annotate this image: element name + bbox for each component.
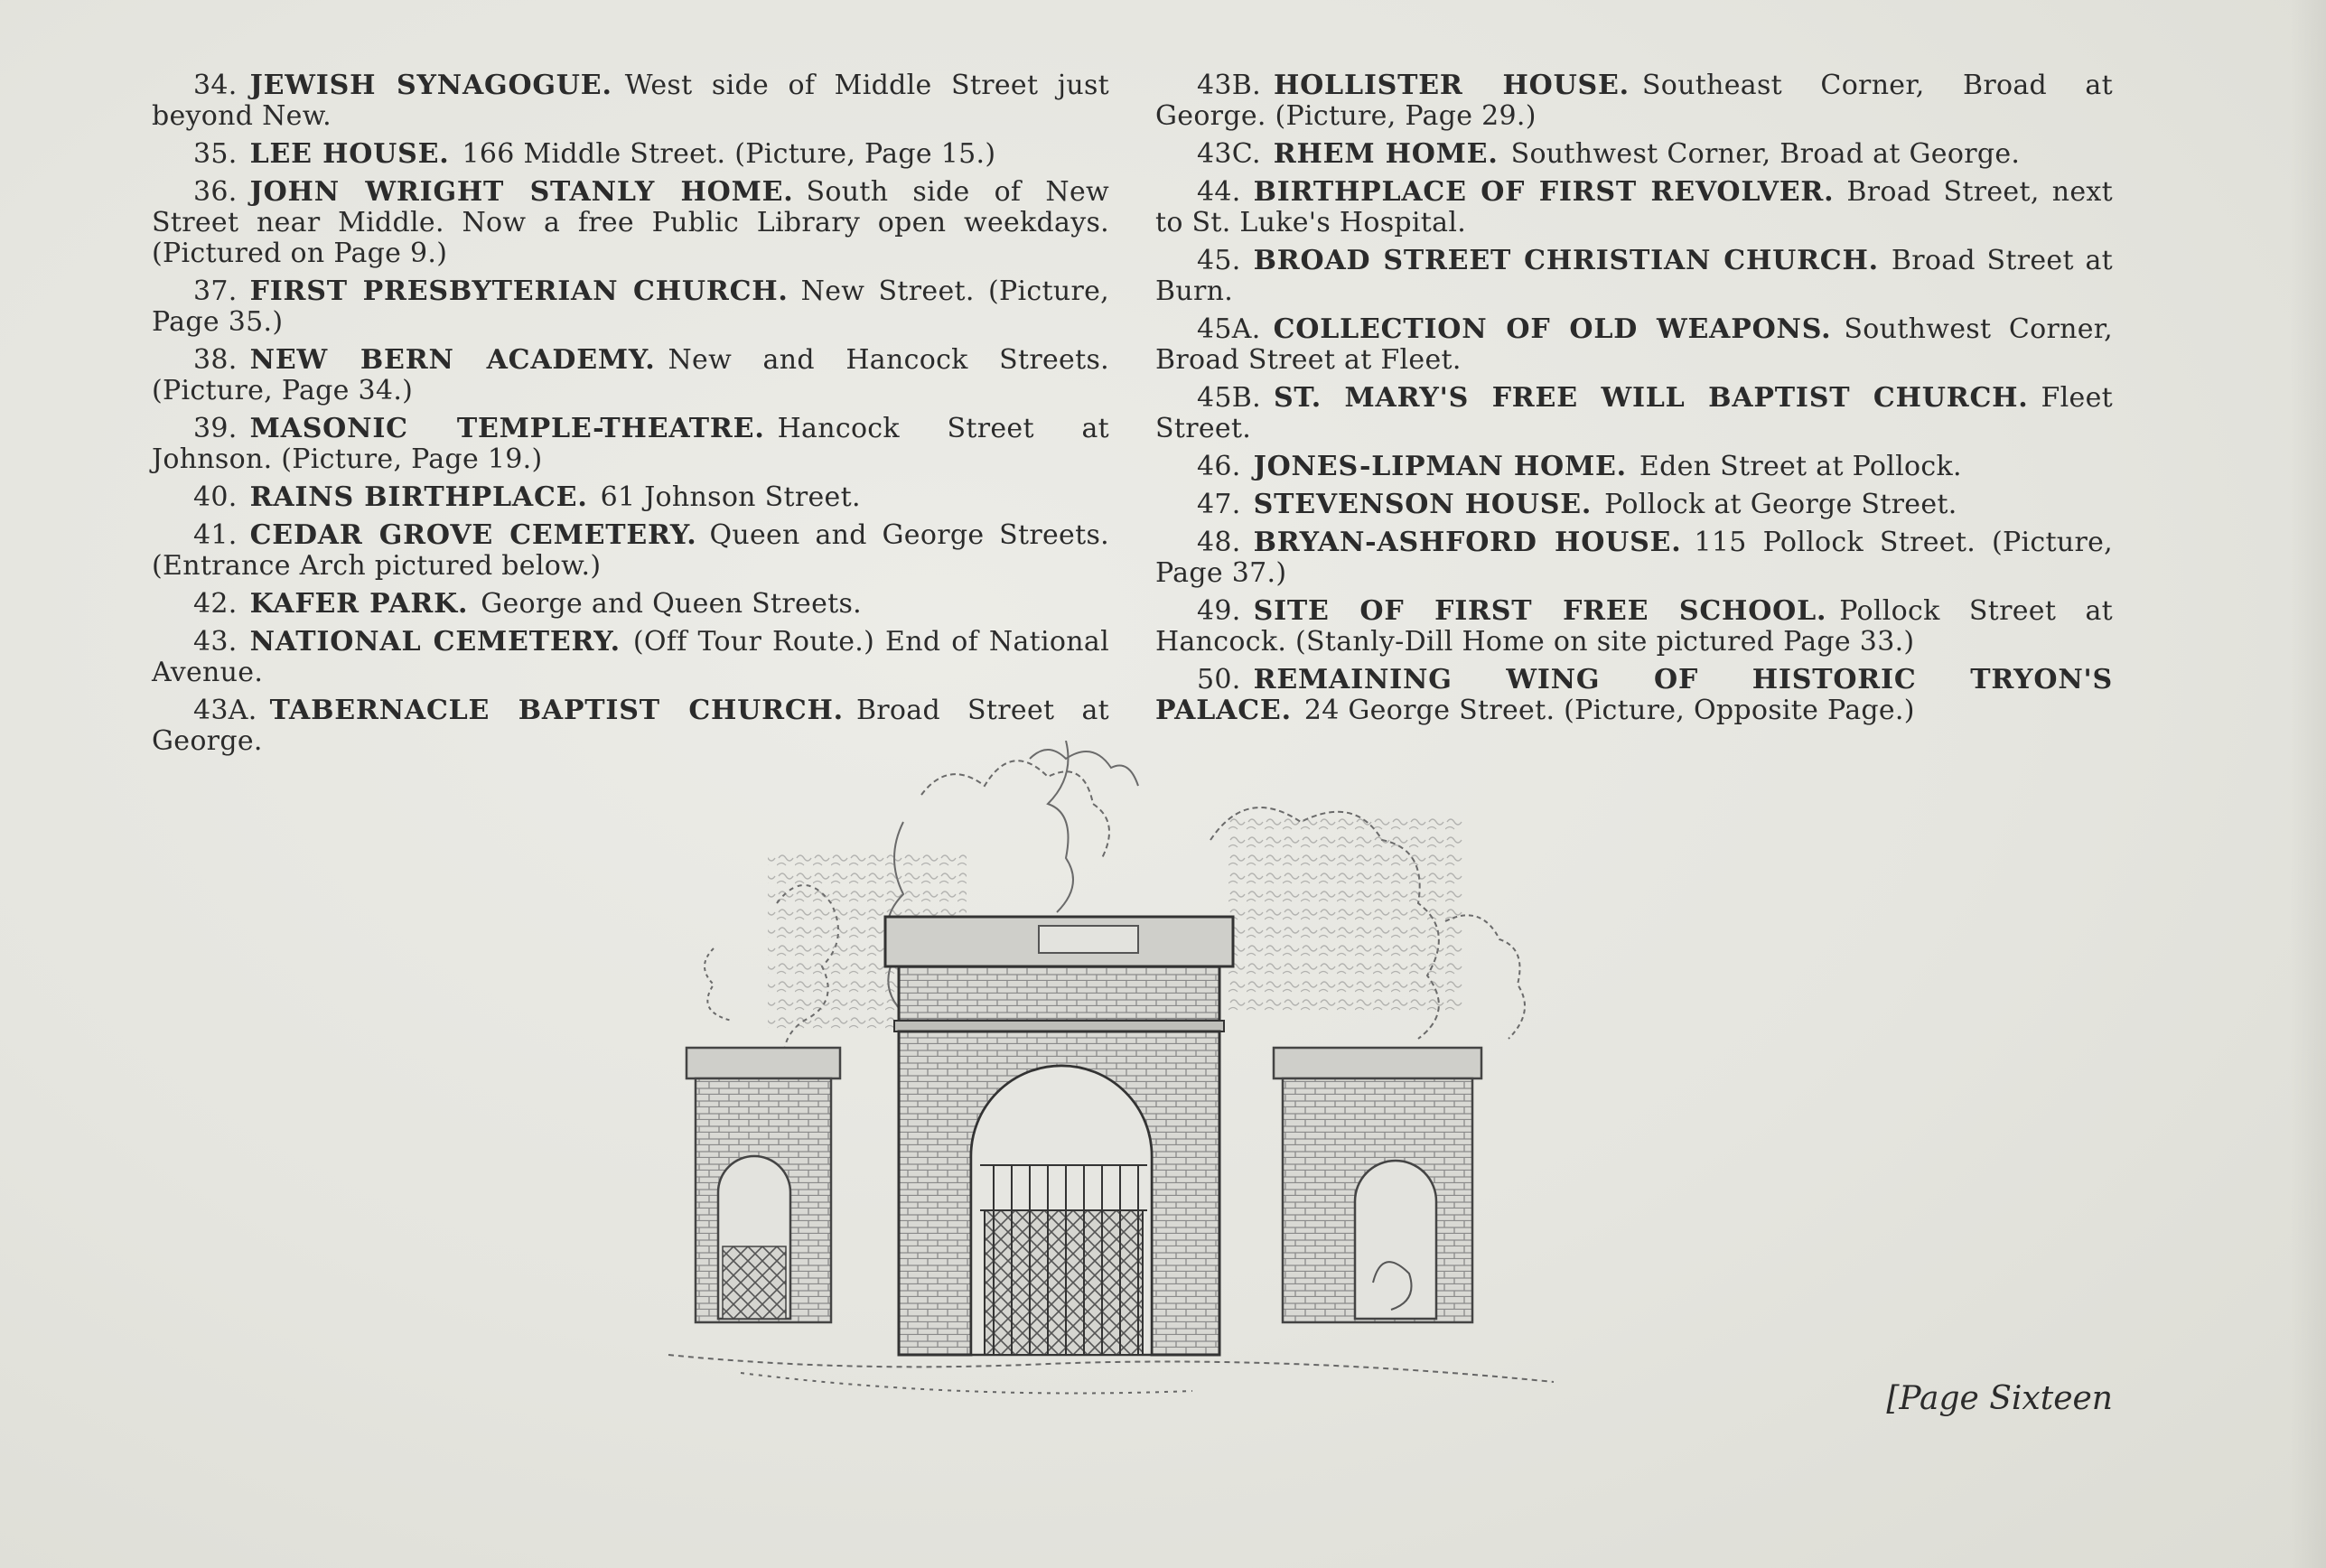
entry-number: 48. [1197,527,1241,558]
entry-description: Broad Street at George. [152,695,1109,757]
entry-name: BIRTHPLACE OF FIRST REVOLVER. [1253,176,1835,208]
entry-name: HOLLISTER HOUSE. [1273,70,1630,101]
page-number-label: [Page Sixteen [1886,1380,2113,1417]
entry-name: REMAINING WING OF HISTORIC TRYON'S PALACE. [1155,664,2113,726]
right-column [1155,70,2113,733]
entry-number: 43C. [1197,138,1261,170]
entry-description: Pollock at George Street. [1604,489,1957,520]
entry-name: CEDAR GROVE CEMETERY. [249,519,697,551]
list-item [152,276,1109,338]
entry-name: NATIONAL CEMETERY. [249,626,621,658]
list-item [152,177,1109,269]
entry-number: 49. [1197,595,1241,627]
entry-description: Eden Street at Pollock. [1639,451,1962,482]
entry-number: 46. [1197,451,1241,482]
list-item [1155,70,2113,132]
entry-name: STEVENSON HOUSE. [1253,489,1593,520]
entry-name: JEWISH SYNAGOGUE. [249,70,612,101]
entry-description: 115 Pollock Street. (Picture, Page 37.) [1155,527,2113,589]
entry-description: New Street. (Picture, Page 35.) [152,275,1109,338]
list-item [152,139,1109,170]
entry-description: 166 Middle Street. (Picture, Page 15.) [462,138,996,170]
entry-name: KAFER PARK. [249,588,469,620]
entry-description: Fleet Street. [1155,382,2113,444]
entry-number: 38. [193,344,238,376]
entry-description: Queen and George Streets. (Entrance Arch pictured below.) [152,519,1109,582]
entry-description: West side of Middle Street just beyond New. [152,70,1109,132]
entry-number: 40. [193,481,238,513]
list-item [1155,527,2113,589]
list-item [1155,596,2113,658]
left-column [152,70,1109,764]
list-item [152,482,1109,513]
list-item [1155,665,2113,726]
entry-description: 61 Johnson Street. [600,481,861,513]
list-item [1155,490,2113,520]
entry-name: BRYAN-ASHFORD HOUSE. [1253,527,1682,558]
entry-name: JONES-LIPMAN HOME. [1253,451,1627,482]
entry-number: 45A. [1197,313,1261,345]
right-wing-wall [1274,1048,1481,1322]
entry-name: RHEM HOME. [1273,138,1499,170]
entry-number: 43B. [1197,70,1261,101]
entry-number: 44. [1197,176,1241,208]
list-item [152,627,1109,688]
entry-name: LEE HOUSE. [249,138,450,170]
entry-description: Broad Street at Burn. [1155,245,2113,307]
entry-number: 39. [193,413,238,444]
list-item [1155,177,2113,238]
entry-name: NEW BERN ACADEMY. [249,344,656,376]
list-item [1155,383,2113,444]
ground-line [668,1355,1554,1394]
entry-number: 45. [1197,245,1241,276]
entry-description: Pollock Street at Hancock. (Stanly-Dill Home on site pictured Page 33.) [1155,595,2113,658]
left-wing-wall [687,1048,840,1322]
entry-description: 24 George Street. (Picture, Opposite Page.) [1303,695,1915,726]
list-item [152,414,1109,475]
entry-number: 45B. [1197,382,1261,414]
entry-name: BROAD STREET CHRISTIAN CHURCH. [1253,245,1879,276]
list-item [1155,246,2113,307]
cemetery-entrance-arch-drawing-icon [560,741,1725,1481]
list-item [152,70,1109,132]
list-item [1155,139,2113,170]
entry-number: 47. [1197,489,1241,520]
entry-number: 43. [193,626,238,658]
entry-description: New and Hancock Streets. (Picture, Page 34.) [152,344,1109,406]
entry-description: Southwest Corner, Broad Street at Fleet. [1155,313,2113,376]
entry-description: Southeast Corner, Broad at George. (Picture, Page 29.) [1155,70,2113,132]
entry-number: 37. [193,275,238,307]
list-item [152,520,1109,582]
entry-number: 36. [193,176,238,208]
entry-number: 43A. [193,695,257,726]
entry-description: (Off Tour Route.) End of National Avenue. [152,626,1109,688]
list-item [152,589,1109,620]
entry-number: 50. [1197,664,1241,695]
entry-description: South side of New Street near Middle. Now a free Public Library open weekdays. (Pictured on Page 9.) [152,176,1109,269]
entry-name: ST. MARY'S FREE WILL BAPTIST CHURCH. [1273,382,2029,414]
entry-name: COLLECTION OF OLD WEAPONS. [1273,313,1832,345]
entry-number: 34. [193,70,238,101]
entry-name: FIRST PRESBYTERIAN CHURCH. [249,275,789,307]
entry-number: 35. [193,138,238,170]
entry-name: JOHN WRIGHT STANLY HOME. [249,176,794,208]
entry-number: 41. [193,519,238,551]
page-edge-shadow [2290,0,2326,1568]
list-item [1155,452,2113,482]
entry-name: RAINS BIRTHPLACE. [249,481,588,513]
entry-description: Hancock Street at Johnson. (Picture, Page 19.) [152,413,1109,475]
entry-name: MASONIC TEMPLE-THEATRE. [249,413,765,444]
list-item [1155,314,2113,376]
entry-description: Southwest Corner, Broad at George. [1510,138,2021,170]
list-item [152,345,1109,406]
entry-description: Broad Street, next to St. Luke's Hospital. [1155,176,2113,238]
entry-description: George and Queen Streets. [481,588,863,620]
entry-name: SITE OF FIRST FREE SCHOOL. [1253,595,1827,627]
entry-number: 42. [193,588,238,620]
entry-name: TABERNACLE BAPTIST CHURCH. [269,695,844,726]
